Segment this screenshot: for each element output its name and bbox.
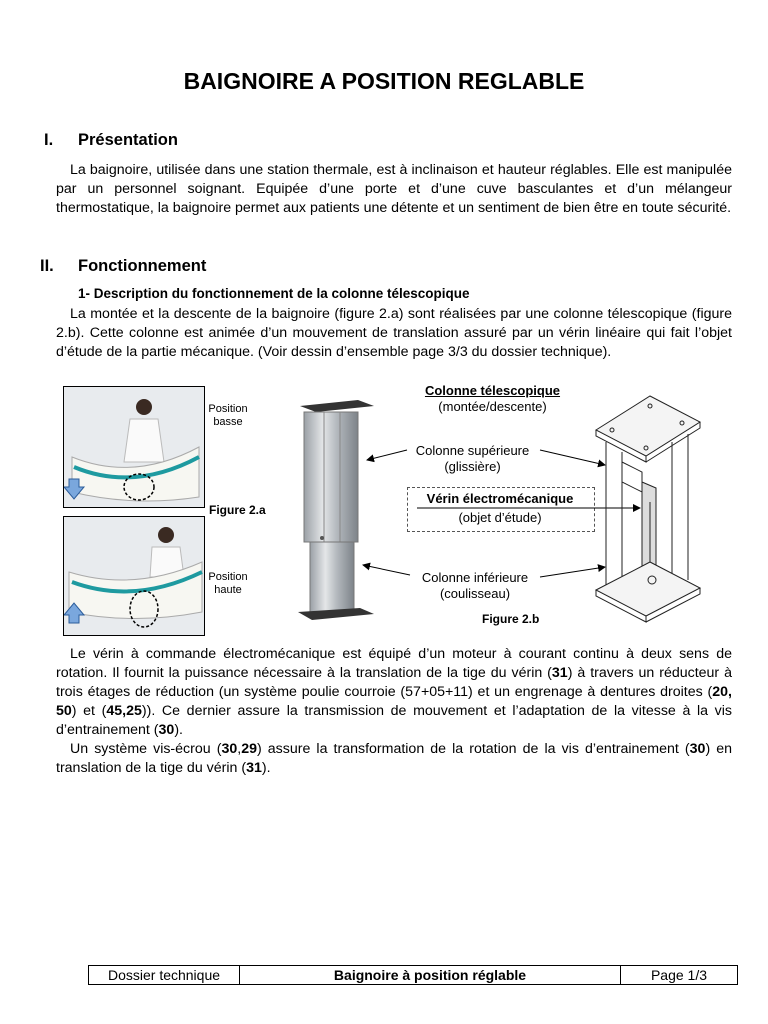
footer-center: Baignoire à position réglable xyxy=(240,966,621,984)
column-title-sub: (montée/descente) xyxy=(438,399,547,414)
p2-ref-1: 30 xyxy=(221,741,238,757)
p2-text-2: , xyxy=(237,741,242,757)
presentation-paragraph: La baignoire, utilisée dans une station thermale, est à inclinaison et hauteur réglables. Elle est manipulée par un personnel soignant. Equipée d’une porte et d’une cuve basculantes et d’un mélangeur thermostatique, la baignoire permet aux patients une détente et un sentiment de bien être en toute sécurité. xyxy=(56,162,732,216)
position-high-line1: Position xyxy=(208,571,248,583)
p1-text-2: ) à travers un réducteur à trois étages de réduction (un système poulie courroie (57+05+11) et un engrenage à dentures droites ( xyxy=(56,665,732,700)
position-high-label xyxy=(204,571,252,597)
section-1-number: I. xyxy=(44,131,54,149)
section-1-heading: Présentation xyxy=(78,131,178,149)
footer-table xyxy=(88,965,738,985)
figure-2a-caption: Figure 2.a xyxy=(209,503,266,517)
actuator-paragraph xyxy=(56,645,732,778)
actuator-label: Vérin électromécanique xyxy=(426,491,574,506)
lower-column-sub: (coulisseau) xyxy=(439,586,511,601)
p2-text-3: ) assure la transformation de la rotation de la vis d’entrainement ( xyxy=(256,741,690,757)
figure-2b-caption: Figure 2.b xyxy=(482,612,540,626)
column-line-drawing xyxy=(592,392,704,632)
p1-text-3: ) et ( xyxy=(71,703,107,719)
p2-ref-4: 31 xyxy=(246,760,262,776)
p2-ref-3: 30 xyxy=(689,741,706,757)
footer-page-number: Page 1/3 xyxy=(650,967,708,983)
footer-left: Dossier technique xyxy=(89,966,240,984)
p1-text-4: )). Ce dernier assure la transmission de mouvement et l’adaptation de la vitesse à la vis d’entrainement ( xyxy=(56,703,733,738)
screw-nut-paragraph-text xyxy=(56,740,732,778)
p2-text-4: ) en translation de la tige du vérin ( xyxy=(56,741,733,776)
upper-column-label: Colonne supérieure xyxy=(415,443,530,458)
p2-text-5: ). xyxy=(261,760,271,776)
lower-column-label: Colonne inférieure xyxy=(421,570,529,585)
position-low-label xyxy=(204,403,252,429)
actuator-paragraph-text xyxy=(56,645,732,740)
position-high-line2: haute xyxy=(214,584,242,596)
position-low-line2: basse xyxy=(213,416,243,428)
p1-ref-3: 45,25 xyxy=(106,703,142,719)
section-2-number: II. xyxy=(40,257,54,275)
upper-column-sub: (glissière) xyxy=(444,459,501,474)
p1-text-5: ). xyxy=(174,722,183,738)
page-title: BAIGNOIRE A POSITION REGLABLE xyxy=(183,68,585,94)
p1-ref-4: 30 xyxy=(158,722,175,738)
p1-ref-2: 20, 50 xyxy=(56,684,732,719)
section-2-text xyxy=(56,305,732,362)
column-title: Colonne télescopique xyxy=(424,383,561,398)
actuator-sub: (objet d’étude) xyxy=(458,510,542,525)
section-1-text xyxy=(56,161,732,218)
bathtub-high-photo xyxy=(63,516,205,636)
p1-text-1: Le vérin à commande électromécanique est équipé d’un moteur à courant continu à deux sens de rotation. Il fournit la puissance nécessaire à la translation de la tige du vérin ( xyxy=(56,646,732,681)
section-2-heading: Fonctionnement xyxy=(78,257,207,275)
position-low-line1: Position xyxy=(208,403,248,415)
section-2-subheading: 1- Description du fonctionnement de la colonne télescopique xyxy=(78,286,470,301)
column-description-paragraph: La montée et la descente de la baignoire (figure 2.a) sont réalisées par une colonne télescopique (figure 2.b). Cette colonne est animée d’un mouvement de translation assuré par un vérin linéaire qui fait l’objet d’étude de la partie mécanique. (Voir dessin d’ensemble page 3/3 du dossier technique). xyxy=(56,306,732,360)
p2-text-1: Un système vis-écrou ( xyxy=(70,741,222,757)
p1-ref-1: 31 xyxy=(551,665,568,681)
p2-ref-2: 29 xyxy=(241,741,257,757)
bathtub-low-photo xyxy=(63,386,205,508)
